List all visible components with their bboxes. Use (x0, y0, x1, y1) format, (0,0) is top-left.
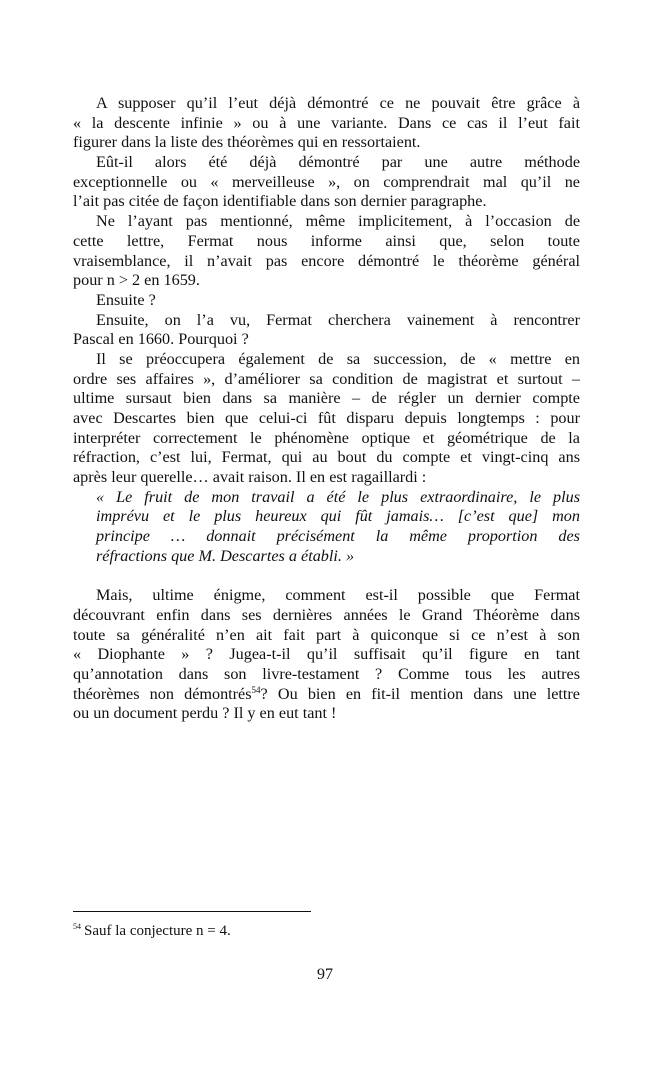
quote-line: réfractions que M. Descartes a établi. » (96, 546, 355, 565)
text-line: « Diophante » ? Jugea-t-il qu’il suffisait qu’il figure en tant (73, 645, 580, 664)
text-line: Ensuite ? (96, 290, 156, 309)
text-line: réfraction, c’est lui, Fermat, qui au bout du compte et vingt-cinq ans (73, 448, 580, 467)
body-text (73, 94, 580, 724)
text-line: vraisemblance, il n’avait pas encore démontré le théorème général (73, 251, 580, 270)
quote-line: « Le fruit de mon travail a été le plus extraordinaire, le plus (96, 487, 580, 506)
text-line: A supposer qu’il l’eut déjà démontré ce ne pouvait être grâce à (96, 94, 580, 112)
text-line: Pascal en 1660. Pourquoi ? (73, 330, 249, 349)
text-line: découvrant enfin dans ses dernières années le Grand Théorème dans (73, 605, 580, 624)
text-line: ultime sursaut bien dans sa manière – de régler un dernier compte (73, 389, 580, 408)
text-line: toute sa généralité n’en ait fait part à quiconque si ce n’est à son (73, 625, 580, 644)
text-line: pour n > 2 en 1659. (73, 271, 200, 290)
text-line: interpréter correctement le phénomène optique et géométrique de la (73, 428, 580, 447)
text-line: Ne l’ayant pas mentionné, même implicitement, à l’occasion de (96, 212, 580, 231)
text-line: cette lettre, Fermat nous informe ainsi que, selon toute (73, 231, 580, 250)
page-number: 97 (317, 966, 333, 983)
text-line: ordre ses affaires », d’améliorer sa condition de magistrat et surtout – (73, 369, 580, 388)
footnote-text: Sauf la conjecture n = 4. (84, 923, 231, 939)
text-line: avec Descartes bien que celui-ci fût disparu depuis longtemps : pour (73, 409, 580, 427)
text-line: l’ait pas citée de façon identifiable dans son dernier paragraphe. (73, 192, 487, 211)
text-line: figurer dans la liste des théorèmes qui en ressortaient. (73, 133, 421, 152)
text-line: ou un document perdu ? Il y en eut tant ! (73, 704, 337, 723)
text-line: « la descente infinie » ou à une variante. Dans ce cas il l’eut fait (73, 113, 580, 132)
footnote-mark: 54 (73, 922, 81, 931)
text-line: Ensuite, on l’a vu, Fermat cherchera vainement à rencontrer (96, 310, 580, 329)
text-line: Eût-il alors été déjà démontré par une autre méthode (96, 153, 580, 172)
footnote-separator (73, 911, 311, 912)
text-segment: théorèmes non démontrés (73, 684, 252, 703)
text-segment: ? Ou bien en fit-il mention dans une lettre (260, 684, 580, 703)
quote-line: principe … donnait précisément la même proportion des (96, 527, 580, 546)
text-line: Il se préoccupera également de sa succession, de « mettre en (96, 349, 580, 368)
text-line: qu’annotation dans son livre-testament ? Comme tous les autres (73, 664, 580, 683)
text-line: Mais, ultime énigme, comment est-il possible que Fermat (96, 586, 580, 605)
footnote (73, 922, 231, 940)
quote-line: imprévu et le plus heureux qui fût jamais… [c’est que] mon (96, 507, 580, 526)
footnote-reference[interactable]: 54 (251, 684, 261, 695)
text-line: après leur querelle… avait raison. Il en est ragaillardi : (73, 468, 427, 487)
text-line: exceptionnelle ou « merveilleuse », on comprendrait mal qu’il ne (73, 172, 580, 191)
blank-line (73, 567, 580, 587)
text-line-with-footnote (73, 685, 580, 705)
block-quote (73, 488, 580, 567)
